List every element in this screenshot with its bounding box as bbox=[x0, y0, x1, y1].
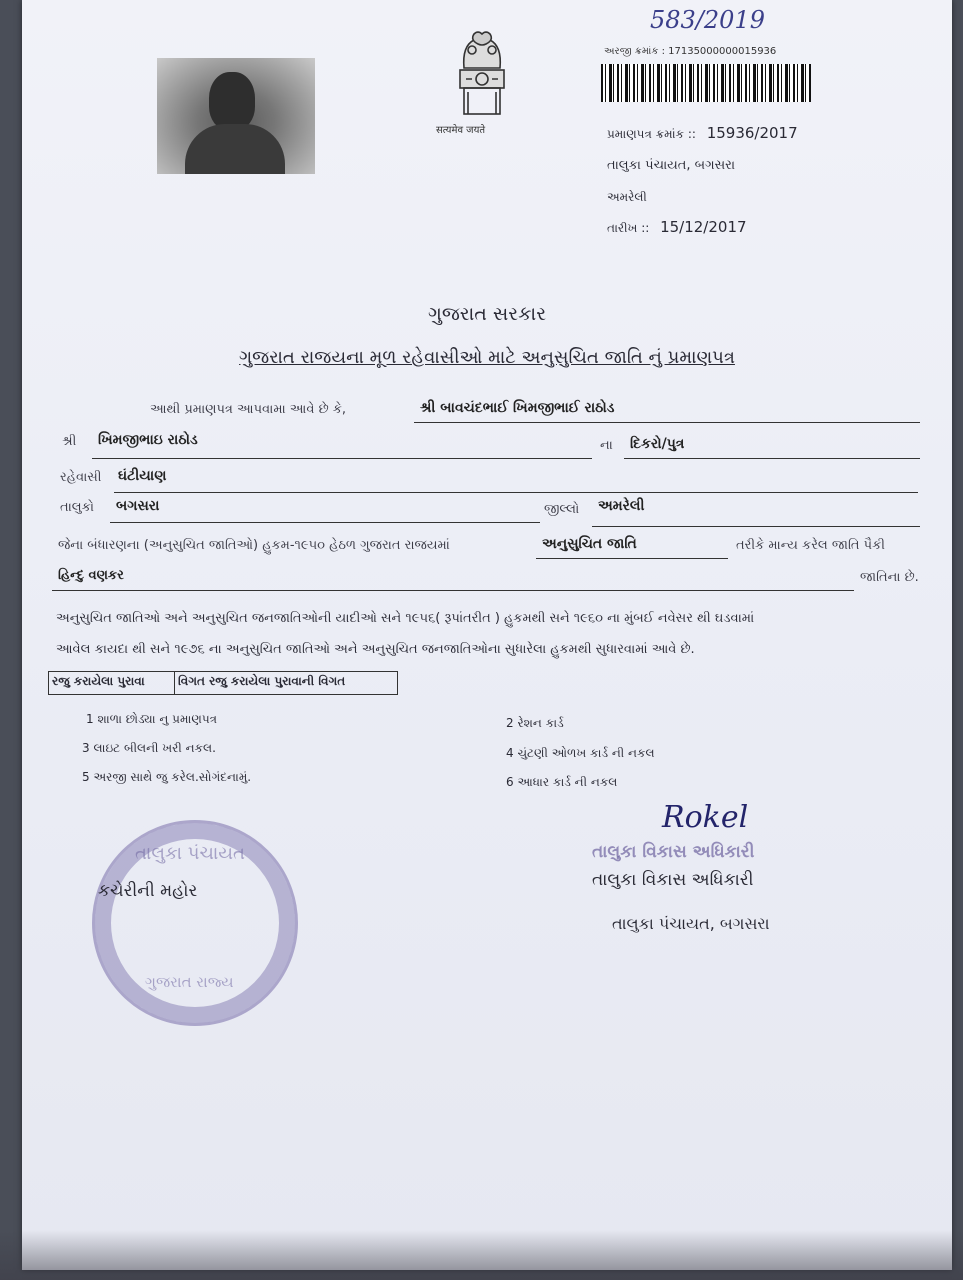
relation: દિકરો/પુત્ર bbox=[630, 436, 685, 452]
certificate-number: 15936/2017 bbox=[706, 124, 798, 142]
intro-text: આથી પ્રમાણપત્ર આપવામા આવે છે કે, bbox=[150, 402, 347, 417]
evidence-item: 5 અરજી સાથે જુ કરેલ.સોગંદનામું. bbox=[82, 770, 252, 784]
officer-stamp: તાલુકા વિકાસ અધિકારી bbox=[592, 842, 755, 862]
caste-value: હિન્દુ વણકર bbox=[58, 568, 124, 583]
government-title: ગુજરાત સરકાર bbox=[427, 303, 547, 325]
certificate-date: 15/12/2017 bbox=[660, 218, 747, 236]
caste-suffix: જાતિના છે. bbox=[860, 570, 919, 585]
office-seal-label: કચેરીની મહોર bbox=[98, 881, 198, 901]
applicant-photo bbox=[157, 58, 315, 174]
emblem-motto: सत्यमेव जयते bbox=[436, 125, 486, 136]
officer-signature: Rokel bbox=[662, 800, 749, 835]
certificate-title: ગુજરાત રાજયના મૂળ રહેવાસીઓ માટે અનુસુચિત જાતિ નું પ્રમાણપત્ર bbox=[239, 347, 735, 368]
date-row bbox=[607, 218, 747, 236]
resident-village: ઘંટીયાણ bbox=[118, 468, 167, 484]
certificate-number-label: પ્રમાણપત્ર ક્રમાંક :: bbox=[607, 127, 696, 141]
district-line bbox=[592, 526, 920, 527]
officer-title: તાલુકા વિકાસ અધિકારી bbox=[592, 870, 754, 890]
photo-shadow bbox=[0, 1230, 963, 1280]
taluka-value: બગસરા bbox=[116, 498, 160, 514]
recognized-text: તરીકે માન્ય કરેલ જાતિ પૈકી bbox=[736, 538, 885, 553]
category-line bbox=[536, 558, 728, 559]
national-emblem-icon bbox=[436, 28, 522, 136]
district-value: અમરેલી bbox=[598, 498, 645, 514]
district-label: જીલ્લો bbox=[544, 502, 580, 517]
application-number: 17135000000015936 bbox=[668, 46, 777, 57]
seal-text-bottom: ગુજરાત રાજ્ય bbox=[145, 973, 234, 991]
shri-label: શ્રી bbox=[62, 434, 77, 449]
applicant-name-line bbox=[414, 422, 920, 423]
office-seal bbox=[92, 820, 298, 1026]
legal-paragraph-line-1: અનુસુચિત જાતિઓ અને અનુસુચિત જનજાતિઓની યાદીઓ સને ૧૯૫૬( રૂપાંતરીત ) હુકમથી સને ૧૯૬૦ ના મુંબઈ નવેસર થી ઘડવામાં bbox=[56, 611, 755, 626]
taluka-label: તાલુકો bbox=[60, 500, 95, 515]
applicant-name: શ્રી બાવચંદભાઈ ખિમજીભાઈ રાઠોડ bbox=[420, 400, 615, 416]
caste-line bbox=[52, 590, 854, 591]
date-label: તારીખ :: bbox=[607, 221, 650, 235]
handwritten-reference: 583/2019 bbox=[650, 6, 765, 34]
application-number-label: અરજી ક્રમાંક : bbox=[604, 46, 665, 57]
category-value: અનુસુચિત જાતિ bbox=[542, 536, 637, 552]
seal-text-top: તાલુકા પંચાયત bbox=[135, 843, 245, 864]
evidence-item: 3 લાઇટ બીલની ખરી નકલ. bbox=[82, 741, 216, 755]
certificate-paper bbox=[22, 0, 952, 1270]
relation-line bbox=[624, 458, 920, 459]
barcode bbox=[601, 64, 811, 102]
officer-office: તાલુકા પંચાયત, બગસરા bbox=[612, 914, 770, 933]
resident-label: રહેવાસી bbox=[60, 470, 102, 485]
certificate-number-row bbox=[607, 124, 798, 142]
constitution-text: જેના બંધારણના (અનુસુચિત જાતિઓ) હુકમ-૧૯૫૦ હેઠળ ગુજરાત રાજયમાં bbox=[58, 538, 450, 553]
resident-line bbox=[114, 492, 918, 493]
evidence-header: રજુ કરાયેલા પુરાવા bbox=[52, 674, 145, 688]
application-number-row bbox=[604, 46, 776, 57]
issuing-office: તાલુકા પંચાયત, બગસરા bbox=[607, 158, 736, 173]
evidence-item: 4 ચુંટણી ઓળખ કાર્ડ ની નકલ bbox=[506, 746, 655, 760]
evidence-item: 1 શાળા છોડ્યા નુ પ્રમાણપત્ર bbox=[86, 712, 218, 726]
evidence-item: 2 રેશન કાર્ડ bbox=[506, 716, 564, 730]
evidence-detail-header: વિગત રજુ કરાયેલા પુરાવાની વિગત bbox=[178, 674, 346, 688]
header-district: અમરેલી bbox=[607, 190, 647, 204]
legal-paragraph-line-2: આવેલ કાયદા થી સને ૧૯૭૬ ના અનુસુચિત જાતિઓ અને અનુસુચિત જનજાતિઓના સુધારેલા હુકમથી સુધારવામાં આવે છે. bbox=[56, 642, 695, 657]
evidence-item: 6 આધાર કાર્ડ ની નકલ bbox=[506, 775, 618, 789]
father-name-line bbox=[92, 458, 592, 459]
na-label: ના bbox=[600, 438, 613, 453]
father-name: ખિમજીભાઇ રાઠોડ bbox=[98, 432, 198, 448]
taluka-line bbox=[110, 522, 540, 523]
